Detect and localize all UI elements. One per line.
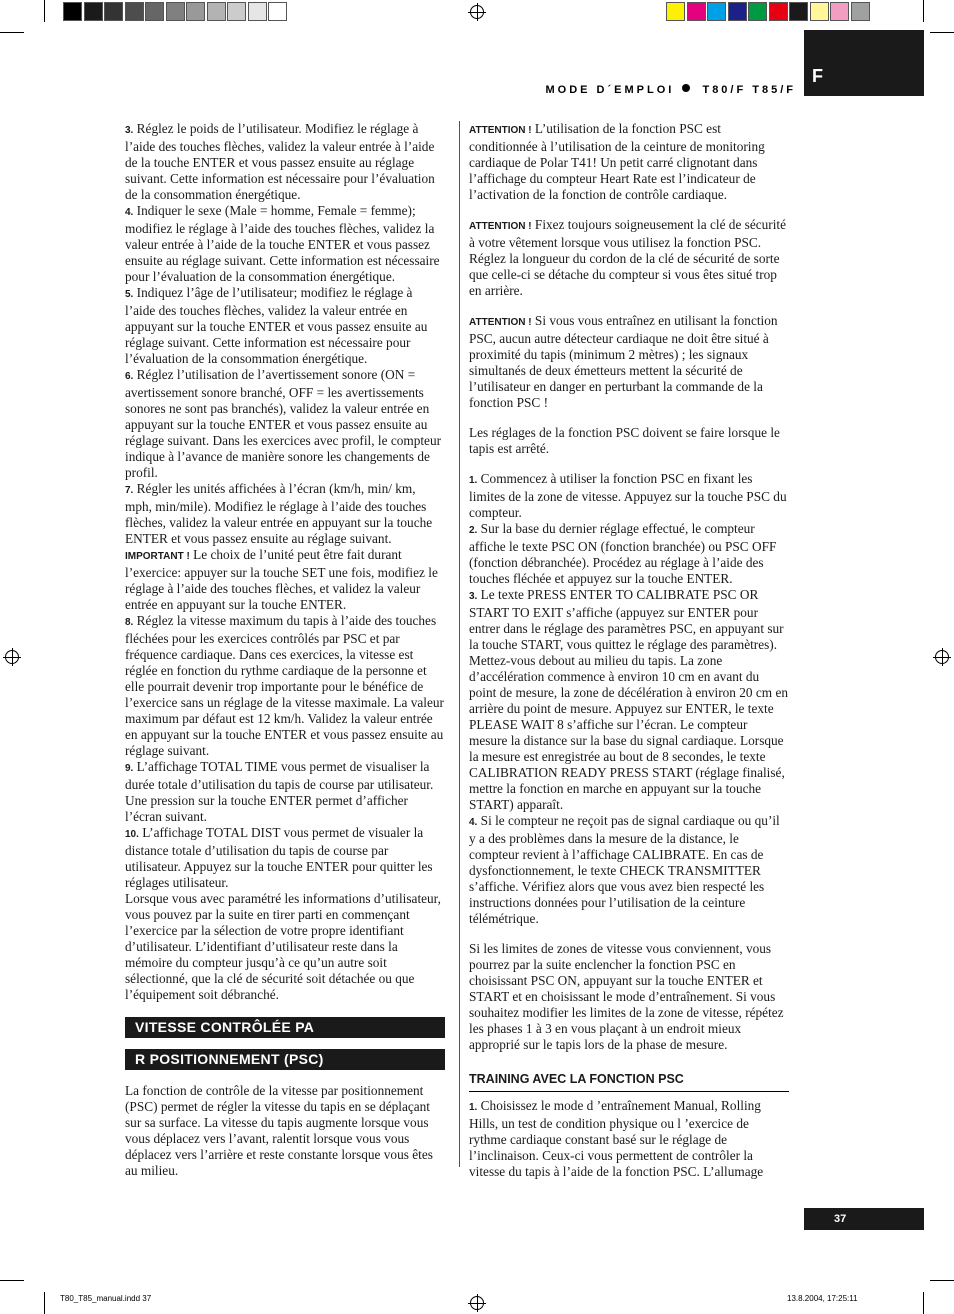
left-column xyxy=(125,121,445,1179)
list-item: 6. Réglez l’utilisation de l’avertissement sonore (ON = avertissement sonore branché, OFF = les avertissements sonores ne sont pas branchés), validez la valeur entrée en appuyant sur la touche ENTER et vous passez ensuite au réglage suivant. Dans les exercices avec profil, le compteur indique à l’avance de manière sonore les changements de profil. xyxy=(125,367,442,480)
color-swatch xyxy=(748,2,767,21)
right-column xyxy=(469,121,789,1180)
footer-filename: T80_T85_manual.indd 37 xyxy=(60,1294,152,1303)
gray-swatch xyxy=(207,2,226,21)
list-item: 1. Choisissez le mode d ’entraînement Manual, Rolling Hills, un test de condition physique ou l ’exercice de rythme cardiaque constant basé sur le réglage de l’inclinaison. Ceux-ci vous permettent de contrôler la vitesse du tapis à l’aide de la fonction PSC. L’allumage xyxy=(469,1098,764,1179)
color-swatch xyxy=(810,2,829,21)
running-header xyxy=(546,84,797,96)
bullet-icon xyxy=(682,84,690,92)
attention-note: ATTENTION ! Si vous vous entraînez en utilisant la fonction PSC, aucun autre détecteur cardiaque ne doit être situé à proximité du tapis (minimum 2 mètres) ; les signaux simultanés de deux émetteurs mettent la sécurité de l’utilisateur en danger en perturbant la commande de la fonction PSC ! xyxy=(469,313,778,410)
registration-mark-icon xyxy=(470,1296,484,1310)
page-number: 37 xyxy=(804,1208,924,1230)
gray-swatch xyxy=(145,2,164,21)
list-item: 3. Réglez le poids de l’utilisateur. Modifiez le réglage à l’aide des touches flèches, validez la valeur entrée à l’aide de la touche ENTER et vous passez ensuite au réglage suivant. Cette information est nécessaire pour l’évaluation de la consommation énergétique. xyxy=(125,121,435,202)
gray-swatch xyxy=(125,2,144,21)
list-item: 3. Le texte PRESS ENTER TO CALIBRATE PSC OR START TO EXIT s’affiche (appuyez sur ENTER pour entrer dans le réglage des paramètres PSC, en appuyant sur la touche START, vous quittez le réglage des paramètres). Mettez-vous debout au milieu du tapis. La zone d’accélération commence à environ 10 cm en avant du point de mesure, la zone de décélération à environ 20 cm en arrière du point de mesure. Appuyez sur ENTER, le texte PLEASE WAIT 8 s’affiche sur l’écran. Le compteur mesure la distance sur la base du signal cardiaque. Lorsque la mesure est enregistrée au bout de 8 secondes, le texte CALIBRATION READY PRESS START (réglage finalisé, mettre la fonction en marche en appuyant sur la touche START) apparaît. xyxy=(469,587,788,812)
registration-mark-icon xyxy=(5,650,19,664)
important-label: IMPORTANT ! xyxy=(125,551,190,562)
attention-note: ATTENTION ! L’utilisation de la fonction PSC est conditionnée à l’utilisation de la ceinture de monitoring cardiaque de Polar T41! Un petit carré clignotant dans l’affichage du compteur Heart Rate est l’indicateur de l’activation de la fonction de contrôle cardiaque. xyxy=(469,121,765,202)
crop-mark xyxy=(930,1280,954,1281)
paragraph: Les réglages de la fonction PSC doivent se faire lorsque le tapis est arrêté. xyxy=(469,425,780,456)
registration-mark-icon xyxy=(935,650,949,664)
color-swatch xyxy=(666,2,685,21)
list-item: 10. L’affichage TOTAL DIST vous permet de visualer la distance totale d’utilisation du tapis de course par utilisateur. Appuyez sur la touche ENTER pour quitter les réglages utilisateur. xyxy=(125,825,433,890)
psc-intro-paragraph: La fonction de contrôle de la vitesse par positionnement (PSC) permet de régler la vitesse du tapis en se déplaçant sur sa surface. La vitesse du tapis augmente lorsque vous vous déplacez vers l’avant, ralentit lorsque vous vous déplacez vers l’arrière et reste constante lorsque vous êtes au milieu. xyxy=(125,1083,433,1178)
attention-note: ATTENTION ! Fixez toujours soigneusement la clé de sécurité à votre vêtement lorsque vous utilisez la fonction PSC. Réglez la longueur du cordon de la clé de sécurité de sorte que celle-ci se détache du compteur si vous êtes situé trop en arrière. xyxy=(469,217,787,298)
list-item: 2. Sur la base du dernier réglage effectué, le compteur affiche le texte PSC ON (fonction branchée) ou PSC OFF (fonction débranchée). Procédez au réglage à l’aide des touches fléchée et appuyez sur la touche ENTER. xyxy=(469,521,777,586)
list-item: 4. Si le compteur ne reçoit pas de signal cardiaque ou qu’il y a des problèmes dans la mesure de la distance, le compteur revient à l’affichage CALIBRATE. En cas de dysfonctionnement, le texte CHECK TRANSMITTER s’affiche. Vérifiez alors que vous avez bien respecté les instructions données pour l’utilisation de la ceinture télémétrique. xyxy=(469,813,780,926)
gray-swatch xyxy=(248,2,267,21)
subsection-heading: TRAINING AVEC LA FONCTION PSC xyxy=(469,1071,789,1092)
gray-swatch xyxy=(104,2,123,21)
gray-swatch xyxy=(166,2,185,21)
crop-mark xyxy=(930,32,954,33)
list-item: 9. L’affichage TOTAL TIME vous permet de visualiser la durée totale d’utilisation du tapis de course par utilisateur. Une pression sur la touche ENTER permet d’afficher l’écran suivant. xyxy=(125,759,434,824)
section-heading-bar: R POSITIONNEMENT (PSC) xyxy=(125,1049,445,1070)
list-item: 1. Commencez à utiliser la fonction PSC en fixant les limites de la zone de vitesse. Appuyez sur la touche PSC du compteur. xyxy=(469,471,787,520)
crop-mark xyxy=(44,0,45,22)
list-item: 7. Régler les unités affichées à l’écran (km/h, min/ km, mph, min/mile). Modifiez le réglage à l’aide des touches flèches, validez la valeur entrée en appuyant sur la touche ENTER et vous passez ensuite au réglage suivant. IMPORTANT ! Le choix de l’unité peut être fait durant l’exercice: appuyer sur la touche SET une fois, modifiez le réglage à l’aide des touches flèches, et validez la valeur entrée en appuyant sur la touche ENTER. xyxy=(125,481,438,612)
gray-swatch xyxy=(268,2,287,21)
color-swatch xyxy=(769,2,788,21)
color-swatch xyxy=(830,2,849,21)
closing-paragraph: Lorsque vous avec paramétré les informations d’utilisateur, vous pouvez par la suite en tirer parti en commençant l’exercice par la sélection de votre propre identifiant d’utilisateur. L’identifiant d’utilisateur reste dans la mémoire du compteur jusqu’à ce qu’un autre soit sélectionné, que la clé de sécurité soit détachée ou que l’équipement soit débranché. xyxy=(125,891,441,1002)
list-item: 5. Indiquez l’âge de l’utilisateur; modifiez le réglage à l’aide des touches flèches, validez la valeur entrée en appuyant sur la touche ENTER et vous passez ensuite au réglage suivant. Cette information est nécessaire pour l’évaluation de la consommation énergétique. xyxy=(125,285,428,366)
registration-mark-icon xyxy=(470,5,484,19)
header-right: T80/F T85/F xyxy=(702,84,796,96)
color-swatch xyxy=(728,2,747,21)
gray-swatch xyxy=(227,2,246,21)
crop-mark xyxy=(923,0,924,22)
section-heading-bar: VITESSE CONTRÔLÉE PA xyxy=(125,1017,445,1038)
color-swatch xyxy=(851,2,870,21)
column-divider xyxy=(459,121,460,1167)
crop-mark xyxy=(0,1280,24,1281)
gray-swatch xyxy=(63,2,82,21)
color-swatch xyxy=(707,2,726,21)
paragraph: Si les limites de zones de vitesse vous conviennent, vous pourrez par la suite enclencher la fonction PSC en choisissant PSC ON, appuyant sur la touche ENTER et START et en choisissant le mode d’entraînement. Si vous souhaitez modifier les limites de la zone de vitesse, répétez les phases 1 à 3 en vous plaçant à un endroit mieux approprié sur le tapis lors de la phase de mesure. xyxy=(469,941,784,1052)
list-item: 8. Réglez la vitesse maximum du tapis à l’aide des touches fléchées pour les exercices contrôlés par PSC et par fréquence cardiaque. Dans ces exercices, la vitesse est réglée en fonction du rythme cardiaque de la personne et elle pourrait devenir trop importante pour le bénéfice de l’exercice sans un réglage de la vitesse maximale. La valeur maximum par défaut est 12 km/h. Validez la valeur entrée en appuyant sur la touche ENTER et vous passez ensuite au réglage suivant. xyxy=(125,613,444,758)
crop-mark xyxy=(0,32,24,33)
gray-swatch xyxy=(186,2,205,21)
language-tab-letter: F xyxy=(812,66,823,86)
list-item: 4. Indiquer le sexe (Male = homme, Female = femme); modifiez le réglage à l’aide des touches flèches, validez la valeur entrée à l’aide de la touche ENTER et vous passez ensuite au réglage suivant. Cette information est nécessaire pour l’évaluation de la consommation énergétique. xyxy=(125,203,440,284)
header-left: MODE D´EMPLOI xyxy=(545,84,675,96)
color-swatch xyxy=(687,2,706,21)
crop-mark xyxy=(44,1292,45,1314)
crop-mark xyxy=(923,1292,924,1314)
footer-timestamp: 13.8.2004, 17:25:11 xyxy=(787,1294,858,1303)
gray-swatch xyxy=(84,2,103,21)
color-swatch xyxy=(789,2,808,21)
